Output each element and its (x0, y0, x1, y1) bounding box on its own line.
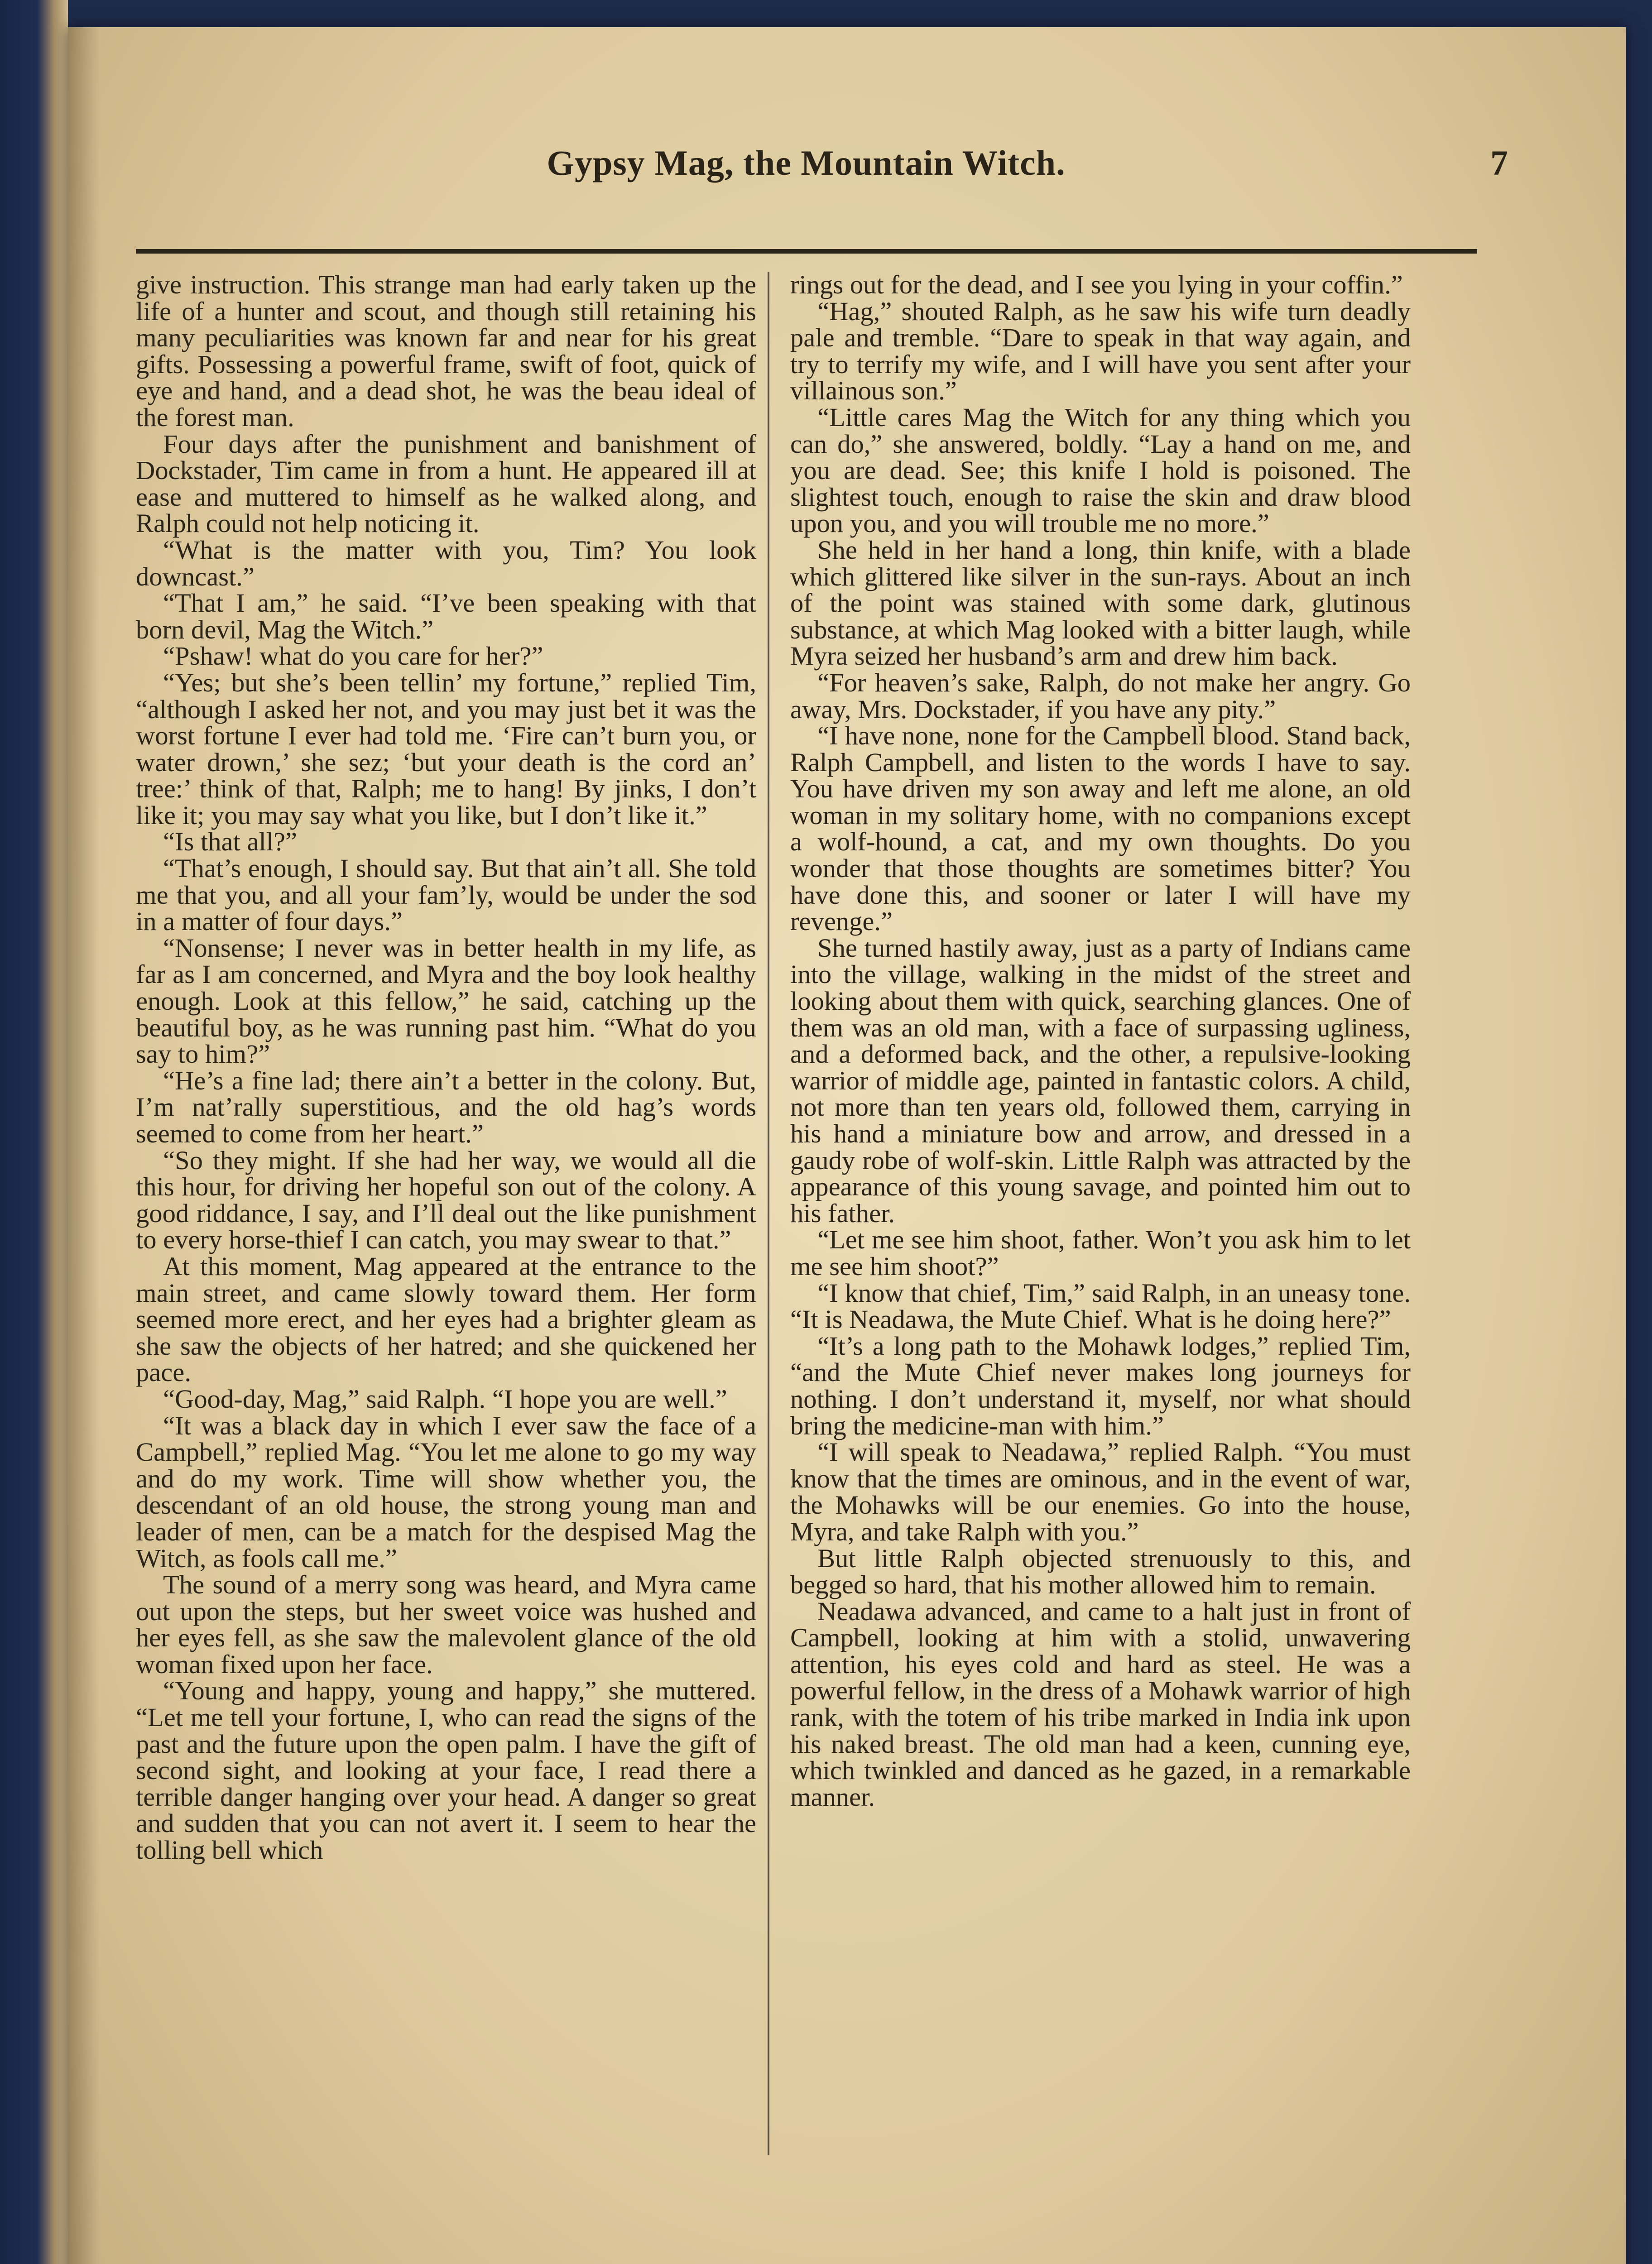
running-head (136, 143, 1508, 201)
paragraph: Neadawa advanced, and came to a halt just in front of Campbell, looking at him with a stolid, unwavering attention, his eyes cold and hard as steel. He was a powerful fellow, in the dress of a Mohawk warrior of high rank, with the totem of his tribe marked in India ink upon his naked breast. The old man had a keen, cunning eye, which twinkled and danced as he gazed, in a remarkable manner. (790, 1596, 1411, 1812)
paragraph: “It was a black day in which I ever saw the face of a Campbell,” replied Mag. “You let me alone to go my way and do my work. Time will show whether you, the descendant of an old house, the strong young man and leader of men, can be a match for the despised Mag the Witch, as fools call me.” (136, 1410, 756, 1573)
right-column (790, 272, 1411, 1810)
paragraph: The sound of a merry song was heard, and Myra came out upon the steps, but her sweet voice was hushed and her eyes fell, as she saw the malevolent glance of the old woman fixed upon her face. (136, 1570, 756, 1679)
paragraph: “Pshaw! what do you care for her?” (163, 641, 543, 671)
paragraph: “That I am,” he said. “I’ve been speaking with that born devil, Mag the Witch.” (136, 588, 756, 644)
paragraph: “It’s a long path to the Mohawk lodges,” replied Tim, “and the Mute Chief never makes long journeys for nothing. I don’t understand it, myself, nor what should bring the medicine-man with him.” (790, 1331, 1411, 1440)
running-title: Gypsy Mag, the Mountain Witch. (547, 143, 1066, 182)
paragraph: “He’s a fine lad; there ain’t a better in the colony. But, I’m nat’rally superstitious, and the old hag’s words seemed to come from her heart.” (136, 1065, 756, 1148)
left-column (136, 272, 756, 1864)
paragraph: “Is that all?” (163, 827, 298, 857)
paragraph: “Little cares Mag the Witch for any thing which you can do,” she answered, boldly. “Lay a hand on me, and you are dead. See; this knife I hold is poisoned. The slightest touch, enough to raise the skin and draw blood upon you, and you will trouble me no more.” (790, 402, 1411, 538)
paragraph: rings out for the dead, and I see you lying in your coffin.” (790, 270, 1403, 299)
paragraph: “Let me see him shoot, father. Won’t you ask him to let me see him shoot?” (790, 1225, 1411, 1281)
book-page (68, 27, 1626, 2264)
paragraph: “Yes; but she’s been tellin’ my fortune,” replied Tim, “although I asked her not, and you may just bet it was the worst fortune I ever had told me. ‘Fire can’t burn you, or water drown,’ she sez; ‘but your death is the cord an’ tree:’ think of that, Ralph; me to hang! By jinks, I don’t like it; you may say what you like, but I don’t like it.” (136, 667, 756, 830)
paragraph: “For heaven’s sake, Ralph, do not make her angry. Go away, Mrs. Dockstader, if you have any pity.” (790, 667, 1411, 724)
paragraph: “I will speak to Neadawa,” replied Ralph. “You must know that the times are ominous, and in the event of war, the Mohawks will be our enemies. Go into the house, Myra, and take Ralph with you.” (790, 1437, 1411, 1546)
paragraph: “Hag,” shouted Ralph, as he saw his wife turn deadly pale and tremble. “Dare to speak in that way again, and try to terrify my wife, and I will have you sent after your villainous son.” (790, 296, 1411, 406)
paragraph: At this moment, Mag appeared at the entrance to the main street, and came slowly toward them. Her form seemed more erect, and her eyes had a brighter gleam as she saw the objects of her hatred; and she quickened her pace. (136, 1251, 756, 1387)
paragraph: She held in her hand a long, thin knife, with a blade which glittered like silver in the sun-rays. About an inch of the point was stained with some dark, glutinous substance, at which Mag looked with a bitter laugh, while Myra seized her husband’s arm and drew him back. (790, 535, 1411, 671)
paragraph: “So they might. If she had her way, we would all die this hour, for driving her hopeful son out of the colony. A good riddance, I say, and I’ll deal out the like punishment to every horse-thief I can catch, you may swear to that.” (136, 1145, 756, 1255)
facing-page-edge (0, 0, 68, 2264)
spine-shadow (68, 27, 100, 2264)
paragraph: give instruction. This strange man had early taken up the life of a hunter and scout, and though still retaining his many peculiarities was known far and near for his great gifts. Possessing a powerful frame, swift of foot, quick of eye and hand, and a dead shot, he was the beau ideal of the forest man. (136, 270, 756, 432)
paragraph: “Good-day, Mag,” said Ralph. “I hope you are well.” (163, 1384, 727, 1414)
paragraph: “What is the matter with you, Tim? You look downcast.” (136, 535, 756, 591)
paragraph: But little Ralph objected strenuously to this, and begged so hard, that his mother allowed him to remain. (790, 1543, 1411, 1600)
paragraph: “Nonsense; I never was in better health in my life, as far as I am concerned, and Myra and the boy look healthy enough. Look at this fellow,” he said, catching up the beautiful boy, as he was running past him. “What do you say to him?” (136, 933, 756, 1069)
paragraph: “I have none, none for the Campbell blood. Stand back, Ralph Campbell, and listen to the words I have to say. You have driven my son away and left me alone, an old woman in my solitary home, with no companions except a wolf-hound, a cat, and my own thoughts. Do you wonder that those thoughts are sometimes bitter? You have done this, and sooner or later I will have my revenge.” (790, 721, 1411, 936)
column-divider (768, 272, 769, 2155)
paragraph: “I know that chief, Tim,” said Ralph, in an uneasy tone. “It is Neadawa, the Mute Chief. What is he doing here?” (790, 1278, 1411, 1334)
paragraph: “That’s enough, I should say. But that ain’t all. She told me that you, and all your fam’ly, would be under the sod in a matter of four days.” (136, 854, 756, 936)
page-number: 7 (1490, 143, 1508, 182)
paragraph: Four days after the punishment and banishment of Dockstader, Tim came in from a hunt. He appeared ill at ease and muttered to himself as he walked along, and Ralph could not help noticing it. (136, 429, 756, 538)
paragraph: She turned hastily away, just as a party of Indians came into the village, walking in the midst of the street and looking about them with quick, searching glances. One of them was an old man, with a face of surpassing ugliness, and a deformed back, and the other, a repulsive-looking warrior of middle age, painted in fantastic colors. A child, not more than ten years old, followed them, carrying in his hand a miniature bow and arrow, and dressed in a gaudy robe of wolf-skin. Little Ralph was attracted by the appearance of this young savage, and pointed him out to his father. (790, 933, 1411, 1228)
paragraph: “Young and happy, young and happy,” she muttered. “Let me tell your fortune, I, who can read the signs of the past and the future upon the open palm. I have the gift of second sight, and looking at your face, I read there a terrible danger hanging over your head. A danger so great and sudden that you can not avert it. I seem to hear the tolling bell which (136, 1676, 756, 1865)
header-rule (136, 249, 1477, 254)
